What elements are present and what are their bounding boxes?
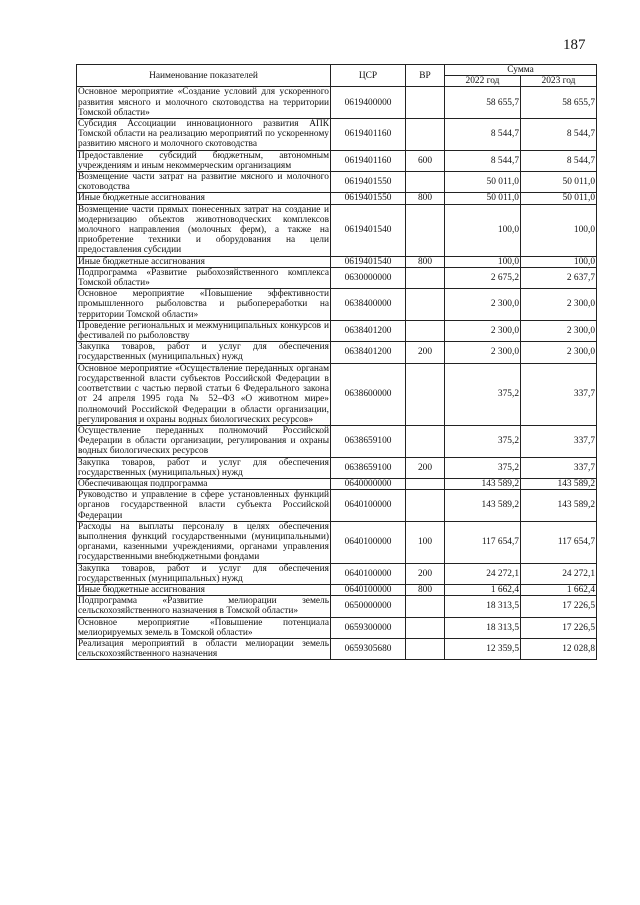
row-2022-cell: 50 011,0 (445, 172, 521, 193)
table-row (77, 87, 597, 119)
row-csr-cell: 0650000000 (331, 596, 406, 617)
table-row (77, 617, 597, 638)
row-csr-cell: 0638401200 (331, 320, 406, 341)
row-csr-cell: 0659300000 (331, 617, 406, 638)
row-csr-cell: 0619401160 (331, 150, 406, 171)
row-name-cell: Реализация мероприятий в области мелиорации земель сельскохозяйственного назначения (78, 638, 329, 660)
table-row (77, 256, 597, 267)
row-name-cell: Основное мероприятие «Создание условий для ускоренного развития мясного и молочного скотоводства на территории Томской области» (78, 87, 329, 118)
row-2022-cell: 100,0 (445, 204, 521, 256)
table-row (77, 563, 597, 584)
budget-table (76, 64, 597, 660)
row-csr-cell: 0638600000 (331, 363, 406, 425)
header-year-2023: 2023 год (521, 76, 597, 87)
row-2023-cell: 143 589,2 (521, 478, 597, 489)
row-csr-cell: 0619401540 (331, 204, 406, 256)
row-name-cell: Иные бюджетные ассигнования (77, 256, 331, 267)
row-name-cell: Основное мероприятие «Осуществление переданных органам государственной власти субъектов Российской Федерации в соответствии с частью первой статьи 6 Федерального закона от 24 апреля 1995 года № 52–ФЗ «О животном мире» полномочий Российской Федерации в области организации, регулирования и охраны водных биологических ресурсов» (78, 363, 329, 425)
table-row (77, 584, 597, 595)
header-sum: Сумма (445, 65, 597, 76)
row-csr-cell: 0619401540 (331, 256, 406, 267)
row-name-cell: Основное мероприятие «Повышение эффективности промышленного рыболовства и рыбопереработки на территории Томской области» (78, 289, 329, 320)
row-vr-cell: 200 (406, 342, 445, 363)
table-row (77, 638, 597, 659)
row-2023-cell: 100,0 (521, 204, 597, 256)
row-2022-cell: 18 313,5 (445, 617, 521, 638)
row-2022-cell: 2 300,0 (445, 289, 521, 321)
row-2023-cell: 337,7 (521, 457, 597, 478)
row-name-cell: Закупка товаров, работ и услуг для обеспечения государственных (муниципальных) нужд (78, 342, 329, 363)
row-name-cell: Возмещение части затрат на развитие мясного и молочного скотоводства (78, 172, 329, 193)
row-csr-cell: 0640100000 (331, 563, 406, 584)
row-2023-cell: 12 028,8 (521, 638, 597, 659)
row-vr-cell (406, 172, 445, 193)
row-2022-cell: 375,2 (445, 363, 521, 425)
row-2022-cell: 143 589,2 (445, 478, 521, 489)
row-vr-cell: 800 (406, 193, 445, 204)
row-csr-cell: 0640100000 (331, 521, 406, 563)
header-year-2022: 2022 год (445, 76, 521, 87)
row-vr-cell (406, 267, 445, 288)
row-vr-cell (406, 119, 445, 151)
row-2022-cell: 1 662,4 (445, 584, 521, 595)
row-2022-cell: 100,0 (445, 256, 521, 267)
row-csr-cell: 0640000000 (331, 478, 406, 489)
row-name-cell: Возмещение части прямых понесенных затрат на создание и модернизацию объектов животноводческих комплексов молочного направления (молочных ферм), а также на приобретение техники и оборудования на цели предоставления субсидии (78, 204, 329, 256)
row-name-cell: Расходы на выплаты персоналу в целях обеспечения выполнения функций государственными (муниципальными) органами, казенными учреждениями, органами управления государственными внебюджетными фондами (78, 521, 329, 563)
row-vr-cell (406, 320, 445, 341)
row-csr-cell: 0638401200 (331, 342, 406, 363)
row-2022-cell: 117 654,7 (445, 521, 521, 563)
row-2022-cell: 2 300,0 (445, 342, 521, 363)
row-2022-cell: 375,2 (445, 425, 521, 457)
row-2023-cell: 24 272,1 (521, 563, 597, 584)
table-row (77, 457, 597, 478)
row-csr-cell: 0619401160 (331, 119, 406, 151)
row-2023-cell: 143 589,2 (521, 490, 597, 522)
row-2022-cell: 8 544,7 (445, 150, 521, 171)
header-vr: ВР (406, 65, 445, 87)
row-2022-cell: 50 011,0 (445, 193, 521, 204)
table-row (77, 596, 597, 617)
row-2023-cell: 2 300,0 (521, 289, 597, 321)
row-2023-cell: 17 226,5 (521, 596, 597, 617)
header-csr: ЦСР (331, 65, 406, 87)
row-2023-cell: 2 637,7 (521, 267, 597, 288)
table-header (77, 65, 597, 87)
row-2023-cell: 1 662,4 (521, 584, 597, 595)
row-csr-cell: 0630000000 (331, 267, 406, 288)
row-vr-cell (406, 638, 445, 659)
row-csr-cell: 0638400000 (331, 289, 406, 321)
row-vr-cell: 200 (406, 563, 445, 584)
row-name-cell: Субсидия Ассоциации инновационного развития АПК Томской области на реализацию мероприятий по ускоренному развитию мясного и молочного скотоводства (78, 119, 329, 150)
row-csr-cell: 0619401550 (331, 193, 406, 204)
row-csr-cell: 0640100000 (331, 584, 406, 595)
row-2022-cell: 58 655,7 (445, 87, 521, 119)
row-vr-cell (406, 363, 445, 425)
row-2022-cell: 2 675,2 (445, 267, 521, 288)
table-row (77, 425, 597, 457)
header-name: Наименование показателей (77, 65, 331, 87)
row-csr-cell: 0638659100 (331, 457, 406, 478)
row-vr-cell (406, 478, 445, 489)
row-vr-cell: 200 (406, 457, 445, 478)
row-2023-cell: 337,7 (521, 425, 597, 457)
row-name-cell: Обеспечивающая подпрограмма (77, 478, 331, 489)
row-2022-cell: 18 313,5 (445, 596, 521, 617)
row-csr-cell: 0619400000 (331, 87, 406, 119)
row-vr-cell (406, 490, 445, 522)
row-name-cell: Осуществление переданных полномочий Российской Федерации в области организации, регулирования и охраны водных биологических ресурсов (78, 425, 329, 457)
table-row (77, 204, 597, 256)
row-vr-cell: 600 (406, 150, 445, 171)
page-number: 187 (563, 37, 586, 53)
row-name-cell: Иные бюджетные ассигнования (77, 193, 331, 204)
table-row (77, 193, 597, 204)
table-row (77, 119, 597, 151)
row-name-cell: Подпрограмма «Развитие рыбохозяйственного комплекса Томской области» (78, 267, 329, 289)
row-name-cell: Основное мероприятие «Повышение потенциала мелиорируемых земель в Томской области» (78, 617, 329, 638)
table-row (77, 521, 597, 563)
row-2022-cell: 375,2 (445, 457, 521, 478)
row-csr-cell: 0619401550 (331, 172, 406, 193)
row-vr-cell: 800 (406, 256, 445, 267)
row-2022-cell: 8 544,7 (445, 119, 521, 151)
table-row (77, 478, 597, 489)
row-name-cell: Подпрограмма «Развитие мелиорации земель сельскохозяйственного назначения в Томской области» (78, 596, 329, 617)
row-2023-cell: 50 011,0 (521, 193, 597, 204)
row-vr-cell (406, 425, 445, 457)
row-2023-cell: 8 544,7 (521, 119, 597, 151)
row-vr-cell: 100 (406, 521, 445, 563)
row-2023-cell: 8 544,7 (521, 150, 597, 171)
row-2022-cell: 24 272,1 (445, 563, 521, 584)
row-2022-cell: 2 300,0 (445, 320, 521, 341)
row-2023-cell: 50 011,0 (521, 172, 597, 193)
row-2022-cell: 143 589,2 (445, 490, 521, 522)
table-row (77, 267, 597, 288)
table-row (77, 342, 597, 363)
table-body (77, 87, 597, 660)
row-name-cell: Руководство и управление в сфере установленных функций органов государственной власти субъекта Российской Федерации (78, 490, 329, 521)
row-2023-cell: 2 300,0 (521, 342, 597, 363)
table-row (77, 172, 597, 193)
row-2023-cell: 17 226,5 (521, 617, 597, 638)
row-vr-cell (406, 289, 445, 321)
row-name-cell: Предоставление субсидий бюджетным, автономным учреждениям и иным некоммерческим организациям (78, 150, 329, 171)
row-name-cell: Закупка товаров, работ и услуг для обеспечения государственных (муниципальных) нужд (78, 457, 329, 478)
row-csr-cell: 0638659100 (331, 425, 406, 457)
row-csr-cell: 0659305680 (331, 638, 406, 659)
row-name-cell: Иные бюджетные ассигнования (77, 584, 331, 595)
row-csr-cell: 0640100000 (331, 490, 406, 522)
row-2023-cell: 100,0 (521, 256, 597, 267)
table-row (77, 490, 597, 522)
row-vr-cell (406, 87, 445, 119)
row-2023-cell: 117 654,7 (521, 521, 597, 563)
row-vr-cell: 800 (406, 584, 445, 595)
row-2023-cell: 58 655,7 (521, 87, 597, 119)
row-name-cell: Проведение региональных и межмуниципальных конкурсов и фестивалей по рыболовству (78, 320, 329, 342)
table-row (77, 289, 597, 321)
row-name-cell: Закупка товаров, работ и услуг для обеспечения государственных (муниципальных) нужд (78, 563, 329, 584)
row-2023-cell: 2 300,0 (521, 320, 597, 341)
row-vr-cell (406, 204, 445, 256)
table-row (77, 150, 597, 171)
row-vr-cell (406, 617, 445, 638)
table-row (77, 363, 597, 425)
row-vr-cell (406, 596, 445, 617)
row-2022-cell: 12 359,5 (445, 638, 521, 659)
table-row (77, 320, 597, 341)
row-2023-cell: 337,7 (521, 363, 597, 425)
